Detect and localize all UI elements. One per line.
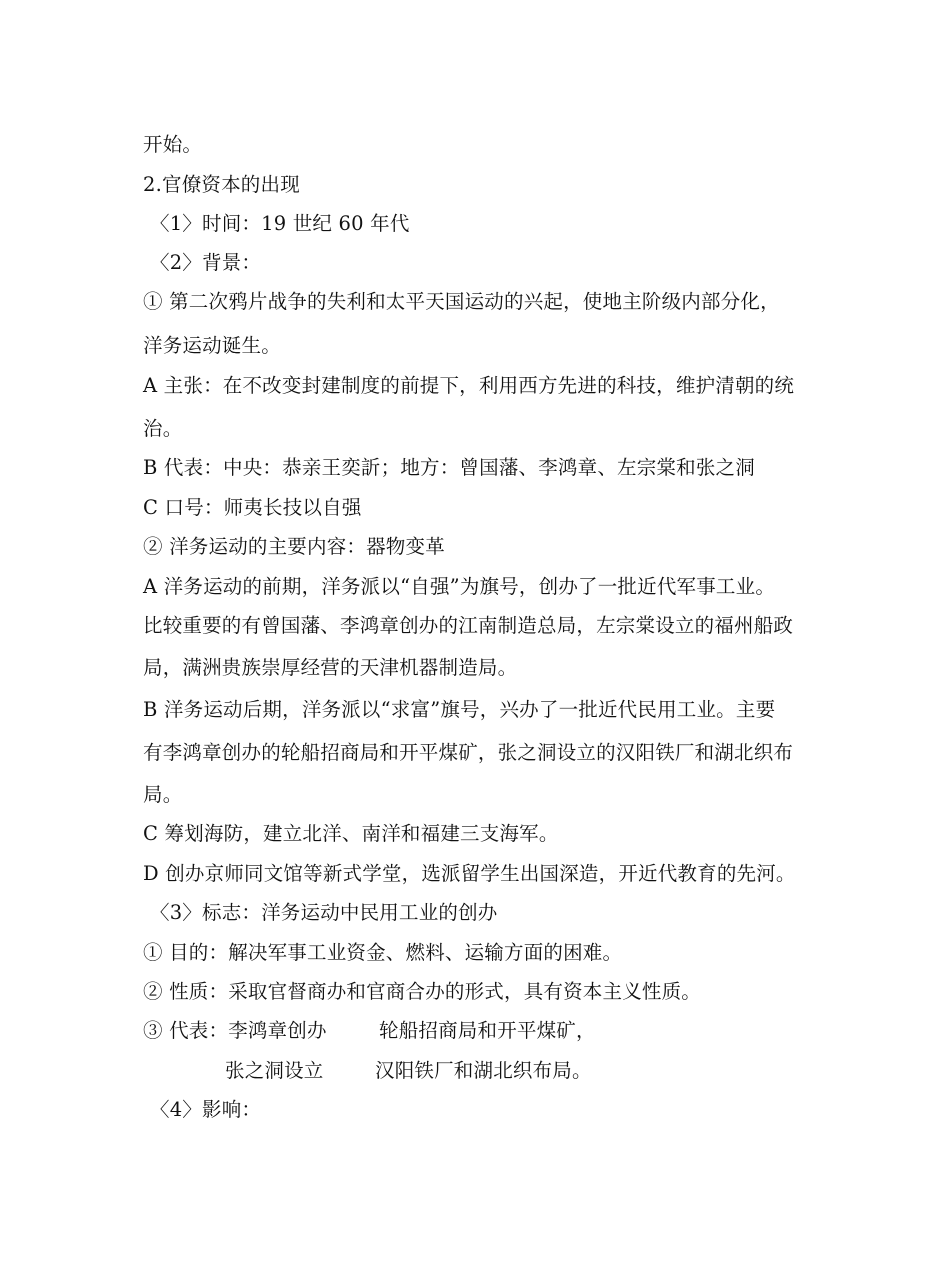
text-line: C 筹划海防，建立北洋、南洋和福建三支海军。 (143, 822, 559, 845)
text-line: ② 性质：采取官督商办和官商合办的形式，具有资本主义性质。 (143, 980, 701, 1003)
text-line: 比较重要的有曾国藩、李鸿章创办的江南制造总局，左宗棠设立的福州船政 (143, 614, 794, 637)
representative-label: 张之洞设立 (225, 1059, 324, 1082)
section-heading: 2.官僚资本的出现 (143, 173, 300, 196)
text-line: ② 洋务运动的主要内容：器物变革 (143, 535, 445, 558)
text-line: 洋务运动诞生。 (143, 334, 281, 357)
representative-label: ③ 代表：李鸿章创办 (143, 1019, 327, 1042)
text-line: 〈3〉标志：洋务运动中民用工业的创办 (150, 901, 498, 924)
text-line: B 洋务运动后期，洋务派以“求富”旗号，兴办了一批近代民用工业。主要 (143, 698, 776, 721)
text-line: D 创办京师同文馆等新式学堂，选派留学生出国深造，开近代教育的先河。 (143, 862, 796, 885)
text-line: ① 第二次鸦片战争的失利和太平天国运动的兴起，使地主阶级内部分化， (143, 290, 780, 313)
text-line: B 代表：中央：恭亲王奕訢；地方：曾国藩、李鸿章、左宗棠和张之洞 (143, 456, 755, 479)
text-line: 局。 (143, 783, 183, 806)
text-line: 局，满洲贵族崇厚经营的天津机器制造局。 (143, 656, 518, 679)
text-line: ① 目的：解决军事工业资金、燃料、运输方面的困难。 (143, 941, 623, 964)
text-line: A 洋务运动的前期，洋务派以“自强”为旗号，创办了一批近代军事工业。 (143, 575, 776, 598)
text-line: 开始。 (143, 133, 203, 156)
text-line: 〈1〉时间：19 世纪 60 年代 (150, 212, 410, 235)
representatives-row (143, 1019, 823, 1043)
text-line: 治。 (143, 417, 183, 440)
text-line: C 口号：师夷长技以自强 (143, 496, 362, 519)
representative-value: 汉阳铁厂和湖北织布局。 (375, 1059, 592, 1082)
representative-value: 轮船招商局和开平煤矿， (379, 1019, 596, 1042)
text-line: 〈4〉影响： (150, 1098, 262, 1121)
text-line: A 主张：在不改变封建制度的前提下，利用西方先进的科技，维护清朝的统 (143, 374, 795, 397)
text-line: 〈2〉背景： (150, 251, 262, 274)
text-line: 有李鸿章创办的轮船招商局和开平煤矿，张之洞设立的汉阳铁厂和湖北织布 (143, 741, 794, 764)
